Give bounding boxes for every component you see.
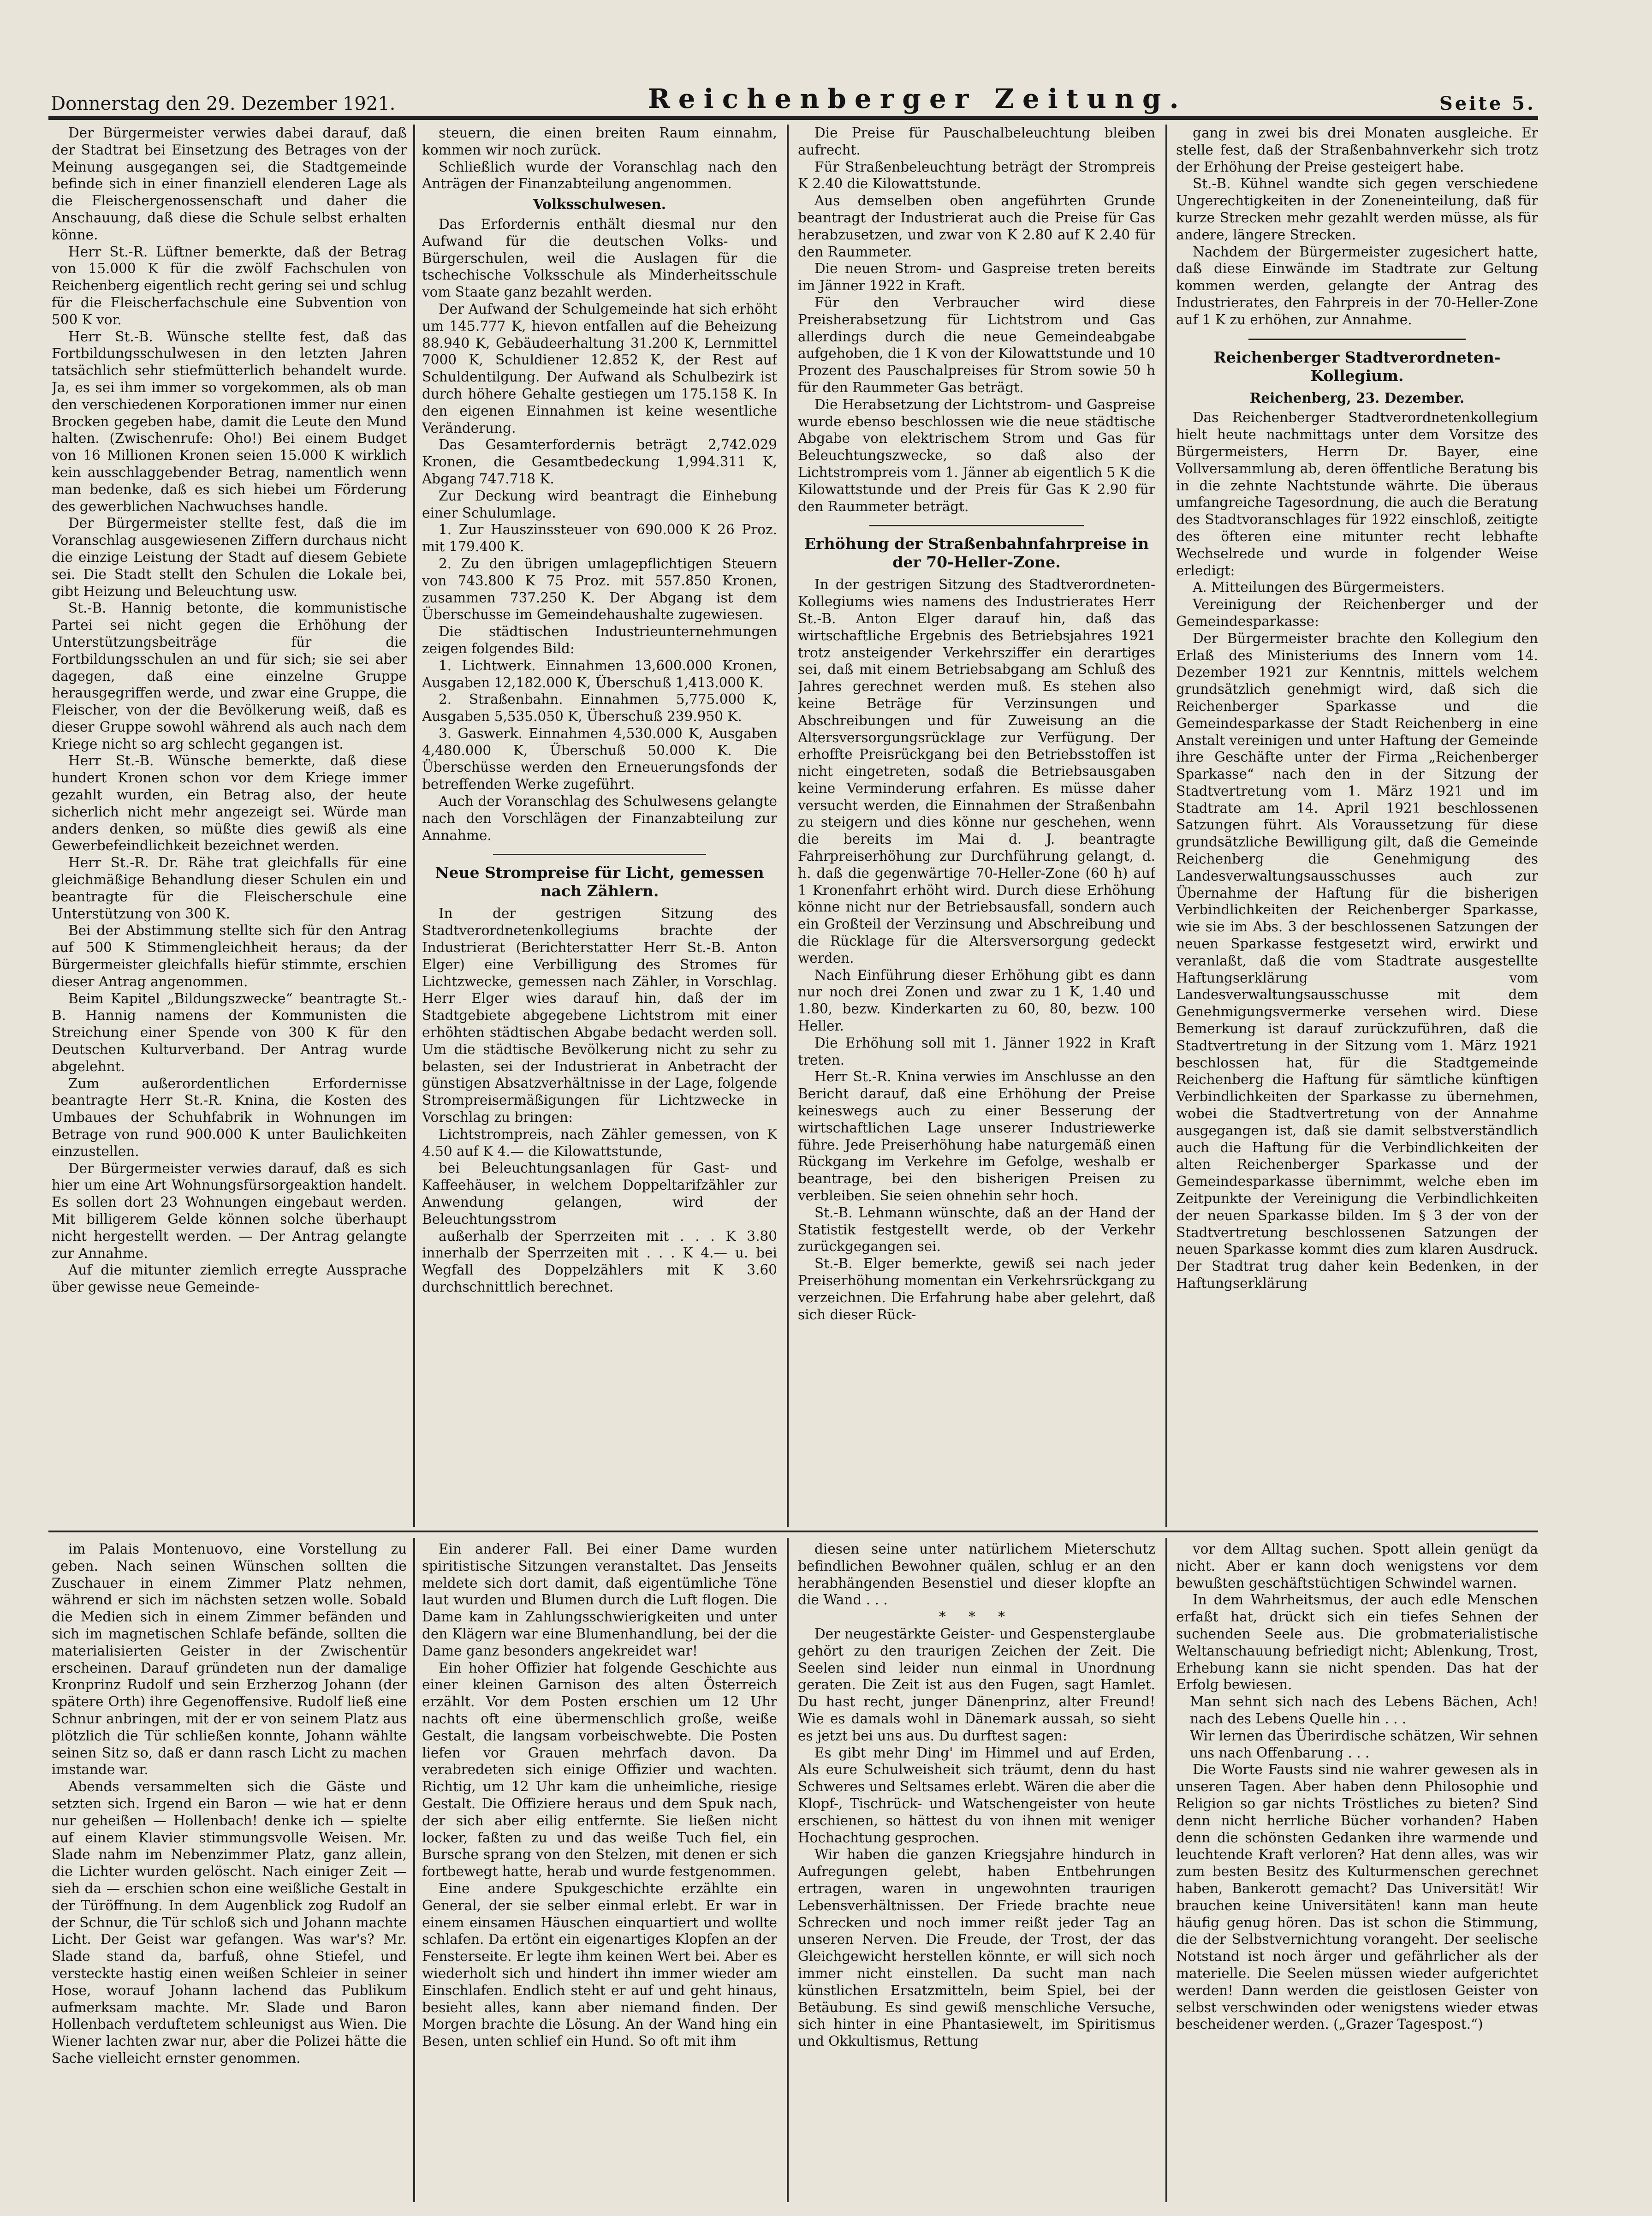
paragraph: 1. Zur Hauszinssteuer von 690.000 K 26 Proz. mit 179.400 K. xyxy=(422,522,777,555)
article-headline: Neue Strompreise für Licht, gemessen nach Zählern. xyxy=(435,864,764,900)
paragraph: St.-B. Elger bemerkte, gewiß sei nach jeder Preiserhöhung momentan ein Verkehrsrückgang zu verzeichnen. Die Erfahrung habe aber gelehrt, daß sich dieser Rück- xyxy=(798,1256,1155,1322)
paragraph: Der neugestärkte Geister- und Gespensterglaube gehört zu den traurigen Zeichen der Zeit. Die Seelen sind leider nun einmal in Unordnung geraten. Die Zeit ist aus den Fugen, sagt Hamlet. Du hast recht, junger Dänenprinz, alter Freund! Wie es damals wohl in Dänemark aussah, so sieht es jetzt bei uns aus. Du durftest sagen: xyxy=(798,1626,1155,1744)
paragraph: Nach Einführung dieser Erhöhung gibt es dann nur noch drei Zonen und zwar zu 1 K, 1.40 und 1.80, bezw. Kinderkarten zu 60, 80, bezw. 100 Heller. xyxy=(798,967,1155,1034)
paragraph: Nachdem der Bürgermeister zugesichert hatte, daß diese Einwände im Stadtrate zur Geltung kommen werden, gelangte der Antrag des Industrierates, den Fahrpreis in der 70-Heller-Zone auf 1 K zu erhöhen, zur Annahme. xyxy=(1176,244,1538,328)
section-subheading: Reichenberg, 23. Dezember. xyxy=(1249,389,1465,406)
paragraph: In der gestrigen Sitzung des Stadtverordneten-Kollegiums wies namens des Industrierates Herr St.-B. Anton Elger darauf hin, daß das wirtschaftliche Ergebnis des Betriebsjahres 1921 trotz ansteigender Verkehrsziffer ein derartiges sei, daß mit einem Betriebsabgang am Schluß des Jahres gerechnet werden muß. Es stehen also keine Beträge für Verzinsungen und Abschreibungen und für Zuweisung an die Altersversorgungsrücklage zur Verfügung. Der erhoffte Preisrückgang bei den Betriebsstoffen ist nicht eingetreten, sodaß die Betriebsausgaben keine Verminderung erfahren. Es müsse daher versucht werden, die Einnahmen der Straßenbahn zu steigern und dies könne nur geschehen, wenn die bereits im Mai d. J. beantragte Fahrpreiserhöhung zur Durchführung gelangt, d. h. daß die gegenwärtige 70-Heller-Zone (60 h) auf 1 Kronenfahrt erhöht wird. Durch diese Erhöhung könne nicht nur der Betriebsausfall, sondern auch ein Großteil der Verzinsung und Abschreibung und die Rücklage für die Altersversorgung gedeckt werden. xyxy=(798,577,1155,966)
paragraph: Der Bürgermeister stellte fest, daß die im Voranschlag ausgewiesenen Ziffern durchaus nicht die einzige Leistung der Stadt auf diesem Gebiete sei. Die Stadt stellt den Schulen die Lokale bei, gibt Heizung und Beleuchtung usw. xyxy=(52,515,407,599)
paragraph: Wir haben die ganzen Kriegsjahre hindurch in Aufregungen gelebt, haben Entbehrungen ertragen, waren in ungewohnten traurigen Lebensverhältnissen. Der Friede brachte neue Schrecken und noch immer reißt jeder Tag an unseren Nerven. Die Freude, der Trost, der das Gleichgewicht herstellen könnte, er will sich noch immer nicht einstellen. Da sucht man nach künstlichen Ersatzmitteln, beim Spiel, bei der Betäubung. Es sind gewiß menschliche Versuche, sich hinter in eine Phantasiewelt, im Spiritismus und Okkultismus, Rettung xyxy=(798,1847,1155,2049)
paragraph: Die Worte Fausts sind nie wahrer gewesen als in unseren Tagen. Aber haben denn Philosophie und Religion so gar nichts Tröstliches zu bieten? Sind denn nicht herrliche Bücher vorhanden? Haben denn die schönsten Gedanken ihre warmende und leuchtende Kraft verloren? Hat denn alles, was wir zum besten Besitz des Kulturmenschen gerechnet haben, Bankerott gemacht? Das Universität! Wir brauchen keine Universitäten! kann man heute häufig genug hören. Das ist schon die Stimmung, die der Selbstvernichtung vorangeht. Der seelische Notstand ist noch ärger und gefährlicher als der materielle. Die Seelen müssen wieder aufgerichtet werden! Dann werden die geistlosen Geister von selbst verschwinden oder wenigstens wieder etwas bescheidener werden. („Grazer Tagespost.“) xyxy=(1176,1762,1538,2032)
paragraph: Für Straßenbeleuchtung beträgt der Strompreis K 2.40 die Kilowattstunde. xyxy=(798,159,1155,192)
paragraph: A. Mitteilungen des Bürgermeisters. xyxy=(1193,579,1445,596)
section-break: * * * xyxy=(939,1609,1014,1625)
paragraph: Herr St.-R. Dr. Rähe trat gleichfalls für eine gleichmäßige Behandlung dieser Schulen ein und beantragte für die Fleischerschule eine Unterstützung von 300 K. xyxy=(52,855,407,922)
column-rule xyxy=(1165,125,1167,1527)
paragraph: Herr St.-R. Lüftner bemerkte, daß der Betrag von 15.000 K für die zwölf Fachschulen von Reichenberg eigentlich recht gering sei und schlug für die Fleischerfachschule eine Subvention von 500 K vor. xyxy=(52,244,407,328)
paragraph: Der Bürgermeister verwies darauf, daß es sich hier um eine Art Wohnungsfürsorgeaktion handelt. Es sollen dort 23 Wohnungen eingebaut werden. Mit billigerem Gelde können solche überhaupt nicht hergestellt werden. — Der Antrag gelangte zur Annahme. xyxy=(52,1160,407,1261)
article-column-1 xyxy=(52,125,407,1522)
paragraph: außerhalb der Sperrzeiten mit . . . K 3.80 innerhalb der Sperrzeiten mit . . . K 4.— u. bei Wegfall des Doppelzählers mit K 3.60 durchschnittlich berechnet. xyxy=(422,1228,777,1295)
paragraph: Ein anderer Fall. Bei einer Dame wurden spiritistische Sitzungen veranstaltet. Das Jenseits meldete sich dort damit, daß eigentümliche Töne laut wurden und Blumen durch die Luft flogen. Die Dame kam in Zahlungsschwierigkeiten und unter den Klägern war eine Blumenhandlung, bei der die Dame ganz besonders angekreidet war! xyxy=(422,1541,777,1659)
page-number: Seite 5. xyxy=(1439,93,1536,114)
column-rule xyxy=(1165,1538,1167,2202)
paragraph: Die Herabsetzung der Lichtstrom- und Gaspreise wurde ebenso beschlossen wie die neue städtische Abgabe von elektrischem Strom und Gas für Beleuchtungszwecke, so daß also der Lichtstrompreis vom 1. Jänner ab eigentlich 5 K die Kilowattstunde und der Preis für Gas K 2.90 für den Raummeter beträgt. xyxy=(798,396,1155,514)
paragraph: In der gestrigen Sitzung des Stadtverordnetenkollegiums brachte der Industrierat (Berichterstatter Herr St.-B. Anton Elger) eine Verbilligung des Stromes für Lichtzwecke, gemessen nach Zähler, in Vorschlag. Herr Elger wies darauf hin, daß der im Stadtgebiete abgegebene Lichtstrom mit einer erhöhten städtischen Abgabe bedacht werden soll. Um die städtische Bevölkerung nicht zu sehr zu belasten, sei der Industrierat in Anbetracht der günstigen Absatzverhältnisse in der Lage, folgende Strompreisermäßigungen für Lichtzwecke in Vorschlag zu bringen: xyxy=(422,905,777,1126)
column-rule xyxy=(787,1538,789,2202)
verse-quote: Man sehnt sich nach des Lebens Bächen, Ach! nach des Lebens Quelle hin . . . xyxy=(1190,1694,1538,1727)
paragraph: Herr St.-B. Wünsche stellte fest, daß das Fortbildungsschulwesen in den letzten Jahren tatsächlich sehr stiefmütterlich behandelt wurde. Ja, es sei ihm immer so vorgekommen, als ob man den verschiedenen Korporationen immer nur einen Brocken gegeben habe, damit die Leute den Mund halten. (Zwischenrufe: Oho!) Bei einem Budget von 16 Millionen Kronen seien 15.000 K wirklich kein ausschlaggebender Betrag, namentlich wenn man bedenke, daß es sich hiebei um Förderung des gewerblichen Nachwuchses handle. xyxy=(52,328,407,514)
paragraph: Ein hoher Offizier hat folgende Geschichte aus einer kleinen Garnison des alten Österreich erzählt. Vor dem Posten erschien um 12 Uhr nachts oft eine übermenschlich große, weiße Gestalt, die langsam vorbeischwebte. Die Posten liefen vor Grauen mehrfach davon. Da verabredeten sich einige Offizier und wachten. Richtig, um 12 Uhr kam die unheimliche, riesige Gestalt. Die Offiziere heraus und dem Spuk nach, der sich aber eilig entfernte. Sie ließen nicht locker, faßten zu und das weiße Tuch fiel, ein Bursche sprang von den Stelzen, mit denen er sich fortbewegt hatte, herab und wurde festgenommen. xyxy=(422,1660,777,1880)
paragraph: St.-B. Lehmann wünschte, daß an der Hand der Statistik festgestellt werde, ob der Verkehr zurückgegangen sei. xyxy=(798,1204,1155,1255)
paragraph: gang in zwei bis drei Monaten ausgleiche. Er stelle fest, daß der Straßenbahnverkehr sich trotz der Erhöhung der Preise gesteigert habe. xyxy=(1176,125,1538,175)
paragraph: Das Gesamterfordernis beträgt 2,742.029 Kronen, die Gesamtbedeckung 1,994.311 K, Abgang 747.718 K. xyxy=(422,437,777,487)
paragraph: im Palais Montenuovo, eine Vorstellung zu geben. Nach seinen Wünschen sollten die Zuschauer in einem Zimmer Platz nehmen, während er sich im nächsten setzen wolle. Sobald die Medien sich in einem Zimmer befänden und sich im magnetischen Schlafe befände, sollten die materialisierten Geister in der Zwischentür erscheinen. Darauf gründeten nun der damalige Kronprinz Rudolf und sein Erzherzog Johann (der spätere Orth) ihre Gegenoffensive. Rudolf ließ eine Schnur anbringen, mit der er von seinem Platz aus plötzlich die Tür schließen konnte, Johann wählte seinen Sitz so, daß er dann rasch Licht zu machen imstande war. xyxy=(52,1541,407,1778)
paragraph: diesen seine unter natürlichem Mieterschutz befindlichen Bewohner quälen, schlug er an den herabhängenden Besenstiel und dieser klopfte an die Wand . . . xyxy=(798,1541,1155,1608)
paragraph: Auf die mitunter ziemlich erregte Aussprache über gewisse neue Gemeinde- xyxy=(52,1262,407,1295)
paragraph: Die Preise für Pauschalbeleuchtung bleiben aufrecht. xyxy=(798,125,1155,158)
column-rule xyxy=(787,125,789,1527)
feuilleton-column-3 xyxy=(798,1541,1155,2200)
paragraph: vor dem Alltag suchen. Spott allein genügt da nicht. Aber er kann doch wenigstens vor dem bewußten geschäftstüchtigen Schwindel warnen. xyxy=(1176,1541,1538,1591)
article-headline: Erhöhung der Straßenbahnfahrpreise in der 70-Heller-Zone. xyxy=(804,535,1149,572)
paragraph: St.-B. Hannig betonte, die kommunistische Partei sei nicht gegen die Erhöhung der Unterstützungsbeiträge für die Fortbildungsschulen an und für sich; sie sei aber dagegen, daß eine einzelne Gruppe herausgegriffen werde, und zwar eine Gruppe, die Fleischer, von der die Bevölkerung weiß, daß es dieser Gruppe sowohl während als auch nach dem Kriege nicht so arg schlecht gegangen ist. xyxy=(52,600,407,752)
paragraph: 1. Lichtwerk. Einnahmen 13,600.000 Kronen, Ausgaben 12,182.000 K, Überschuß 1,413.000 K. xyxy=(422,657,777,691)
paragraph: Lichtstrompreis, nach Zähler gemessen, von K 4.50 auf K 4.— die Kilowattstunde, xyxy=(422,1126,777,1159)
feuilleton-column-4 xyxy=(1176,1541,1538,2200)
paragraph: Der Bürgermeister brachte den Kollegium den Erlaß des Ministeriums des Innern vom 14. Dezember 1921 zur Kenntnis, mittels welchem grundsätzlich genehmigt wird, daß sich die Reichenberger Sparkasse und die Gemeindesparkasse der Stadt Reichenberg in eine Anstalt vereinigen und unter Haftung der Gemeinde ihre Geschäfte unter der Firma „Reichenberger Sparkasse“ nach den in der Sitzung der Stadtvertretung vom 1. März 1921 und im Stadtrate am 14. April 1921 beschlossenen Satzungen führt. Als Voraussetzung für diese grundsätzliche Bewilligung gilt, daß die Gemeinde Reichenberg die Genehmigung des Landesverwaltungsausschusses auch zur Übernahme der Haftung für die bisherigen Verbindlichkeiten der Reichenberger Sparkasse, wie sie im Abs. 3 der beschlossenen Satzungen der neuen Sparkasse festgesetzt wird, erwirkt und veranlaßt, daß die vom Stadtrate ausgestellte Haftungserklärung vom Landesverwaltungsausschusse mit dem Genehmigungsvermerke versehen wird. Diese Bemerkung ist darauf zurückzuführen, daß die Stadtvertretung in der Sitzung vom 1. März 1921 beschlossen hat, für die Stadtgemeinde Reichenberg die Haftung für sämtliche künftigen Verbindlichkeiten der Sparkasse zu übernehmen, wobei die Stadtvertretung von der Annahme ausgegangen ist, daß sie damit selbstverständlich auch die Haftung für die Verbindlichkeiten der alten Reichenberger Sparkasse und der Gemeindesparkasse übernimmt, welche eben im Zeitpunkte der Vereinigung die Verbindlichkeiten der neuen Sparkasse bilden. Im § 3 der von der Stadtvertretung beschlossenen Satzungen der neuen Sparkasse kommt dies zum klaren Ausdruck. Der Stadtrat trug daher kein Bedenken, in der Haftungserklärung xyxy=(1176,630,1538,1291)
paragraph: bei Beleuchtungsanlagen für Gast- und Kaffeehäuser, in welchem Doppeltarifzähler zur Anwendung gelangen, wird der Beleuchtungsstrom xyxy=(422,1160,777,1227)
issue-date: Donnerstag den 29. Dezember 1921. xyxy=(51,93,396,114)
article-separator xyxy=(1248,339,1466,340)
paragraph: Schließlich wurde der Voranschlag nach den Anträgen der Finanzabteilung angenommen. xyxy=(422,159,777,192)
article-separator xyxy=(869,525,1084,526)
masthead xyxy=(51,77,1536,114)
paragraph: Bei der Abstimmung stellte sich für den Antrag auf 500 K Stimmengleichheit heraus; da der Bürgermeister gleichfalls hiefür stimmte, erschien dieser Antrag angenommen. xyxy=(52,923,407,989)
column-rule xyxy=(413,125,415,1527)
paragraph: Zum außerordentlichen Erfordernisse beantragte Herr St.-R. Knina, die Kosten des Umbaues der Schuhfabrik in Wohnungen im Betrage von rund 900.000 K unter Baulichkeiten einzustellen. xyxy=(52,1075,407,1159)
paragraph: Vereinigung der Reichenberger und der Gemeindesparkasse: xyxy=(1176,596,1538,629)
article-column-4 xyxy=(1176,125,1538,1522)
article-separator xyxy=(493,854,706,855)
article-column-2 xyxy=(422,125,777,1522)
paragraph: Aus demselben oben angeführten Grunde beantragt der Industrierat auch die Preise für Gas herabzusetzen, und zwar von K 2.80 auf K 2.40 für den Raummeter. xyxy=(798,193,1155,260)
paragraph: 2. Zu den übrigen umlagepflichtigen Steuern von 743.800 K 75 Proz. mit 557.850 Kronen, zusammen 737.250 K. Der Abgang ist dem Überschusse im Gemeindehaushalte zugewiesen. xyxy=(422,555,777,623)
paragraph: Die städtischen Industrieunternehmungen zeigen folgendes Bild: xyxy=(422,624,777,656)
section-subheading: Volksschulwesen. xyxy=(533,196,666,213)
paragraph: Die neuen Strom- und Gaspreise treten bereits im Jänner 1922 in Kraft. xyxy=(798,261,1155,294)
paragraph: 2. Straßenbahn. Einnahmen 5,775.000 K, Ausgaben 5,535.050 K, Überschuß 239.950 K. xyxy=(422,691,777,725)
paragraph: Das Erfordernis enthält diesmal nur den Aufwand für die deutschen Volks- und Bürgerschulen, weil die Auslagen für die tschechische Volksschule als Minderheitsschule vom Staate ganz bezahlt werden. xyxy=(422,216,777,300)
paragraph: Der Bürgermeister verwies dabei darauf, daß der Stadtrat bei Einsetzung des Betrages von der Meinung ausgegangen sei, die Stadtgemeinde befinde sich in einer finanziell elenderen Lage als die Fleischergenossenschaft und daher die Anschauung, daß diese die Schule selbst erhalten könne. xyxy=(52,125,407,243)
paragraph: steuern, die einen breiten Raum einnahm, kommen wir noch zurück. xyxy=(422,125,777,158)
paragraph: Abends versammelten sich die Gäste und setzten sich. Irgend ein Baron — wie hat er denn nur geheißen — Hollenbach! denke ich — spielte auf einem Klavier stimmungsvolle Weisen. Mr. Slade nahm im Nebenzimmer Platz, ganz allein, die Lichter wurden gelöscht. Nach einiger Zeit — sieh da — erschien schon eine weißliche Gestalt in der Türöffnung. In dem Augenblick zog Rudolf an der Schnur, die Tür schloß sich und Johann machte Licht. Der Geist war gefangen. Was war's? Mr. Slade stand da, barfuß, ohne Stiefel, und versteckte hastig einen weißen Schleier in seiner Hose, worauf Johann lachend das Publikum aufmerksam machte. Mr. Slade und Baron Hollenbach verduftetem schleunigst aus Wien. Die Wiener lachten zwar nur, aber die Polizei hätte die Sache vielleicht ernster genommen. xyxy=(52,1779,407,2066)
paragraph: Eine andere Spukgeschichte erzählte ein General, der sie selber einmal erlebt. Er war in einem einsamen Häuschen einquartiert und wollte schlafen. Da ertönt ein eigenartiges Klopfen an der Fensterseite. Er legte ihm keinen Wert bei. Aber es wiederholt sich und hindert ihn immer wieder am Einschlafen. Endlich steht er auf und geht hinaus, besieht alles, kann aber niemand finden. Der Morgen brachte die Lösung. An der Wand hing ein Besen, unten schlief ein Hund. So oft mit ihm xyxy=(422,1880,777,2049)
article-headline: Reichenberger Stadtverordneten-Kollegium. xyxy=(1213,348,1501,385)
section-divider xyxy=(48,1531,1538,1532)
paragraph: In dem Wahrheitsmus, der auch edle Menschen erfaßt hat, drückt sich ein tiefes Sehnen der suchenden Seele aus. Die grobmaterialistische Weltanschauung befriedigt nicht; Ablenkung, Trost, Erhebung kann sie nicht spenden. Das hat der Erfolg bewiesen. xyxy=(1176,1592,1538,1693)
paragraph: Der Aufwand der Schulgemeinde hat sich erhöht um 145.777 K, hievon entfallen auf die Beheizung 88.940 K, Gebäudeerhaltung 31.200 K, Lernmittel 7000 K, Schuldiener 12.852 K, der Rest auf Schuldentilgung. Der Aufwand als Schulbezirk ist durch höhere Gehalte gestiegen um 175.158 K. In den eigenen Einnahmen ist keine wesentliche Veränderung. xyxy=(422,301,777,436)
paragraph: St.-B. Kühnel wandte sich gegen verschiedene Ungerechtigkeiten in der Zoneneinteilung, daß für kurze Strecken mehr gezahlt werden müsse, als für andere, längere Strecken. xyxy=(1176,176,1538,243)
header-rule xyxy=(48,116,1538,120)
paragraph: Herr St.-R. Knina verwies im Anschlusse an den Bericht darauf, daß eine Erhöhung der Preise keineswegs auch zu einer Besserung der wirtschaftlichen Lage unserer Industriewerke führe. Jede Preiserhöhung habe naturgemäß einen Rückgang im Verkehre im Gefolge, weshalb er beantrage, bei den bisherigen Preisen zu verbleiben. Sie seien ohnehin sehr hoch. xyxy=(798,1069,1155,1204)
paragraph: Die Erhöhung soll mit 1. Jänner 1922 in Kraft treten. xyxy=(798,1035,1155,1068)
paragraph: Es gibt mehr Ding' im Himmel und auf Erden, Als eure Schulweisheit sich träumt, denn du hast Schweres und Seltsames erlebt. Wären die aber die Klopf-, Tischrück- und Watschengeister von heute erschienen, so hättest du von ihnen mit weniger Hochachtung gesprochen. xyxy=(798,1745,1155,1846)
paragraph: Zur Deckung wird beantragt die Einhebung einer Schulumlage. xyxy=(422,488,777,521)
verse-quote: Wir lernen das Überirdische schätzen, Wir sehnen uns nach Offenbarung . . . xyxy=(1190,1728,1538,1761)
paragraph: Das Reichenberger Stadtverordnetenkollegium hielt heute nachmittags unter dem Vorsitze des Bürgermeisters, Herrn Dr. Bayer, eine Vollversammlung ab, deren öffentliche Beratung bis in die zehnte Nachtstunde währte. Die überaus umfangreiche Tagesordnung, die auch die Beratung des Stadtvoranschlages für 1922 einschloß, zeitigte des öfteren eine mitunter recht lebhafte Wechselrede und wurde in folgender Weise erledigt: xyxy=(1176,410,1538,578)
newspaper-title: Reichenberger Zeitung. xyxy=(648,83,1187,114)
feuilleton-column-1 xyxy=(52,1541,407,2200)
paragraph: 3. Gaswerk. Einnahmen 4,530.000 K, Ausgaben 4,480.000 K, Überschuß 50.000 K. Die Überschüsse werden den Erneuerungsfonds der betreffenden Werke zugeführt. xyxy=(422,725,777,792)
feuilleton-column-2 xyxy=(422,1541,777,2200)
paragraph: Beim Kapitel „Bildungszwecke“ beantragte St.-B. Hannig namens der Kommunisten die Streichung einer Spende von 300 K für den Deutschen Kulturverband. Der Antrag wurde abgelehnt. xyxy=(52,990,407,1074)
article-column-3 xyxy=(798,125,1155,1522)
column-rule xyxy=(413,1538,415,2202)
paragraph: Herr St.-B. Wünsche bemerkte, daß diese hundert Kronen schon vor dem Kriege immer gezahlt wurden, ein Betrag also, der heute sicherlich nicht mehr angezeigt sei. Würde man anders denken, so müßte dies gewiß als eine Gewerbefeindlichkeit bezeichnet werden. xyxy=(52,753,407,854)
paragraph: Auch der Voranschlag des Schulwesens gelangte nach den Vorschlägen der Finanzabteilung zur Annahme. xyxy=(422,793,777,843)
paragraph: Für den Verbraucher wird diese Preisherabsetzung für Lichtstrom und Gas allerdings durch die neue Gemeindeabgabe aufgehoben, die 1 K von der Kilowattstunde und 10 Prozent des Pauschalpreises für Strom sowie 50 h für den Raummeter Gas beträgt. xyxy=(798,294,1155,395)
